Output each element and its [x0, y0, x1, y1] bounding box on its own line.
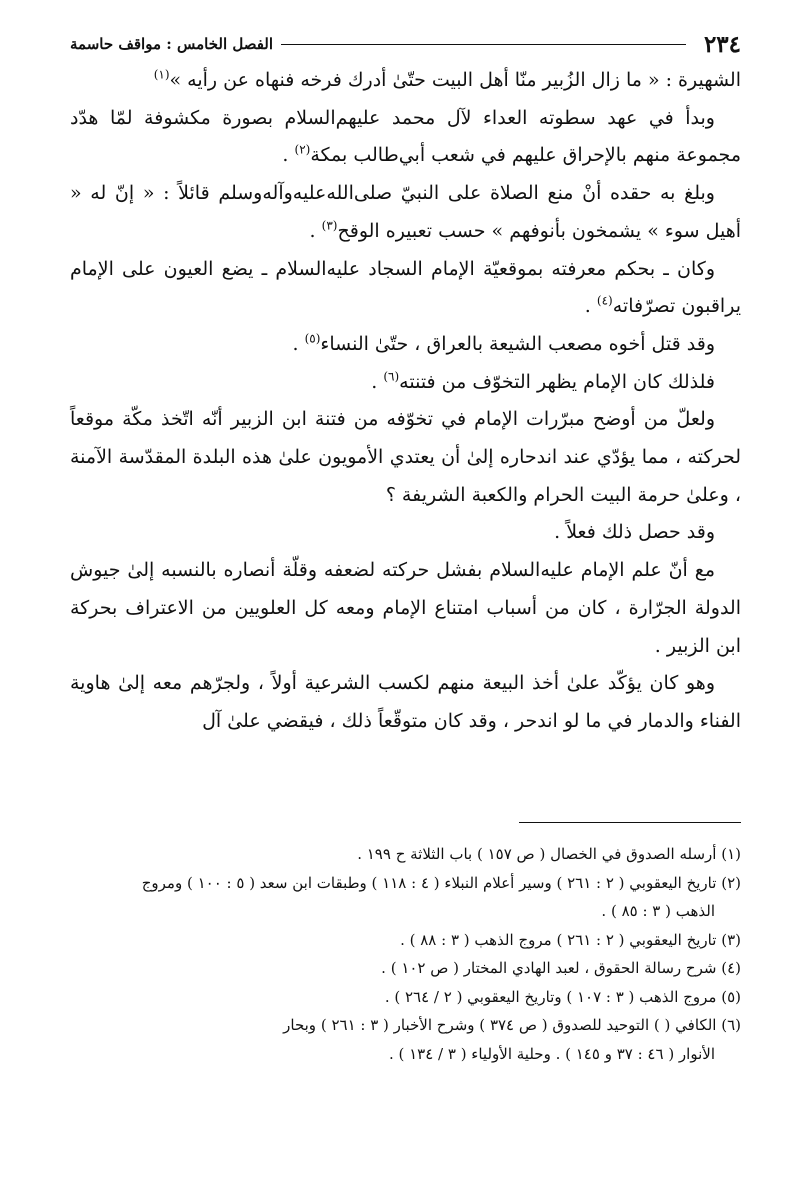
footnote-continuation: الذهب ( ٣ : ٨٥ ) . — [601, 902, 715, 920]
footnote-ref[interactable]: (٣) — [321, 218, 338, 233]
body-paragraph: وكان ـ بحكم معرفته بموقعيّة الإمام السجاد عليه‌السلام ـ يضع العيون على الإمام يراقبون تصرّفاته$^{(٤)}$ . — [70, 257, 741, 318]
running-head — [70, 30, 741, 58]
footnote-number: (٣) — [721, 930, 741, 949]
footnote-number: (٢) — [721, 873, 741, 892]
body-paragraph: الشهيرة : « ما زال الزُبير منّا أهل البيت حتّىٰ أدرك فرخه فنهاه عن رأيه »$^{(١)}$ — [153, 67, 741, 91]
body-paragraph: وقد حصل ذلك فعلاً . — [554, 521, 715, 544]
footnote-number: (٥) — [721, 987, 741, 1006]
footnote-number: (٦) — [721, 1016, 741, 1034]
footnote-ref[interactable]: (١) — [153, 67, 170, 82]
footnotes — [70, 840, 741, 1068]
footnote: (١) أرسله الصدوق في الخصال ( ص ١٥٧ ) باب الثلاثة ح ١٩٩ . — [357, 845, 741, 863]
chapter-title: الفصل الخامس : مواقف حاسمة — [70, 35, 274, 53]
body-paragraph: وبلغ به حقده أنْ منع الصلاة على النبيّ صلى‌الله‌عليه‌وآله‌وسلم قائلاً : « إنّ له « أهيل سوء » يشمخون بأنوفهم » حسب تعبيره الوقح$^{(٣)}$ . — [70, 182, 741, 242]
footnote-continuation: الأنوار ( ٤٦ : ٣٧ و ١٤٥ ) . وحلية الأولياء ( ٣ / ١٣٤ ) . — [388, 1044, 715, 1063]
body-paragraph: وبدأ في عهد سطوته العداء لآل محمد عليهم‌السلام بصورة مكشوفة لمّا هدّد مجموعة منهم بالإحراق عليهم في شعب أبي‌طالب بمكة$^{(٢)}$ . — [70, 106, 741, 167]
footnote: (٢) تاريخ اليعقوبي ( ٢ : ٢٦١ ) وسير أعلام النبلاء ( ٤ : ١١٨ ) وطبقات ابن سعد ( ٥ : ١٠٠ ) ومروج — [141, 873, 741, 892]
body-paragraph: فلذلك كان الإمام يظهر التخوّف من فتنته$^{(٦)}$ . — [371, 369, 715, 393]
body-paragraph: وقد قتل أخوه مصعب الشيعة بالعراق ، حتّىٰ النساء$^{(٥)}$ . — [292, 331, 715, 355]
footnote: (٦) الكافي ( ) التوحيد للصدوق ( ص ٣٧٤ ) وشرح الأخبار ( ٣ : ٢٦١ ) وبحار — [283, 1016, 741, 1034]
footnote-ref[interactable]: (٢) — [294, 143, 311, 158]
footnote: (٣) تاريخ اليعقوبي ( ٢ : ٢٦١ ) مروج الذهب ( ٣ : ٨٨ ) . — [400, 930, 741, 949]
body-paragraph: وهو كان يؤكّد علىٰ أخذ البيعة منهم لكسب الشرعية أولاً ، ولجرّهم معه إلىٰ هاوية الفناء والدمار في ما لو اندحر ، وقد كان متوقّعاً ذلك ، فيقضي علىٰ آل — [70, 672, 741, 732]
footnote: (٥) مروج الذهب ( ٣ : ١٠٧ ) وتاريخ اليعقوبي ( ٢ / ٢٦٤ ) . — [384, 987, 741, 1006]
footnote-ref[interactable]: (٦) — [383, 369, 400, 384]
header-rule — [281, 44, 686, 45]
footnote-number: (١) — [721, 845, 741, 863]
footnote-rule — [519, 822, 741, 823]
footnote-ref[interactable]: (٤) — [596, 293, 613, 308]
footnote-number: (٤) — [721, 959, 741, 977]
footnote: (٤) شرح رسالة الحقوق ، لعبد الهادي المختار ( ص ١٠٢ ) . — [381, 959, 741, 977]
body-paragraph: مع أنّ علم الإمام عليه‌السلام بفشل حركته لضعفه وقلّة أنصاره بالنسبه إلىٰ جيوش الدولة الجرّارة ، كان من أسباب امتناع الإمام ومعه كل العلويين من الاعتراف بحركة ابن الزبير . — [70, 559, 741, 657]
page-number: ٢٣٤ — [703, 30, 741, 58]
body-paragraph: ولعلّ من أوضح مبرّرات الإمام في تخوّفه من فتنة ابن الزبير أنّه اتّخذ مكّة موقعاً لحركته ، مما يؤدّي عند اندحاره إلىٰ أن يعتدي الأمويون علىٰ هذه البلدة المقدّسة الآمنة ، وعلىٰ حرمة البيت الحرام والكعبة الشريفة ؟ — [70, 408, 741, 506]
footnote-ref[interactable]: (٥) — [304, 331, 321, 346]
body-text — [70, 62, 741, 741]
